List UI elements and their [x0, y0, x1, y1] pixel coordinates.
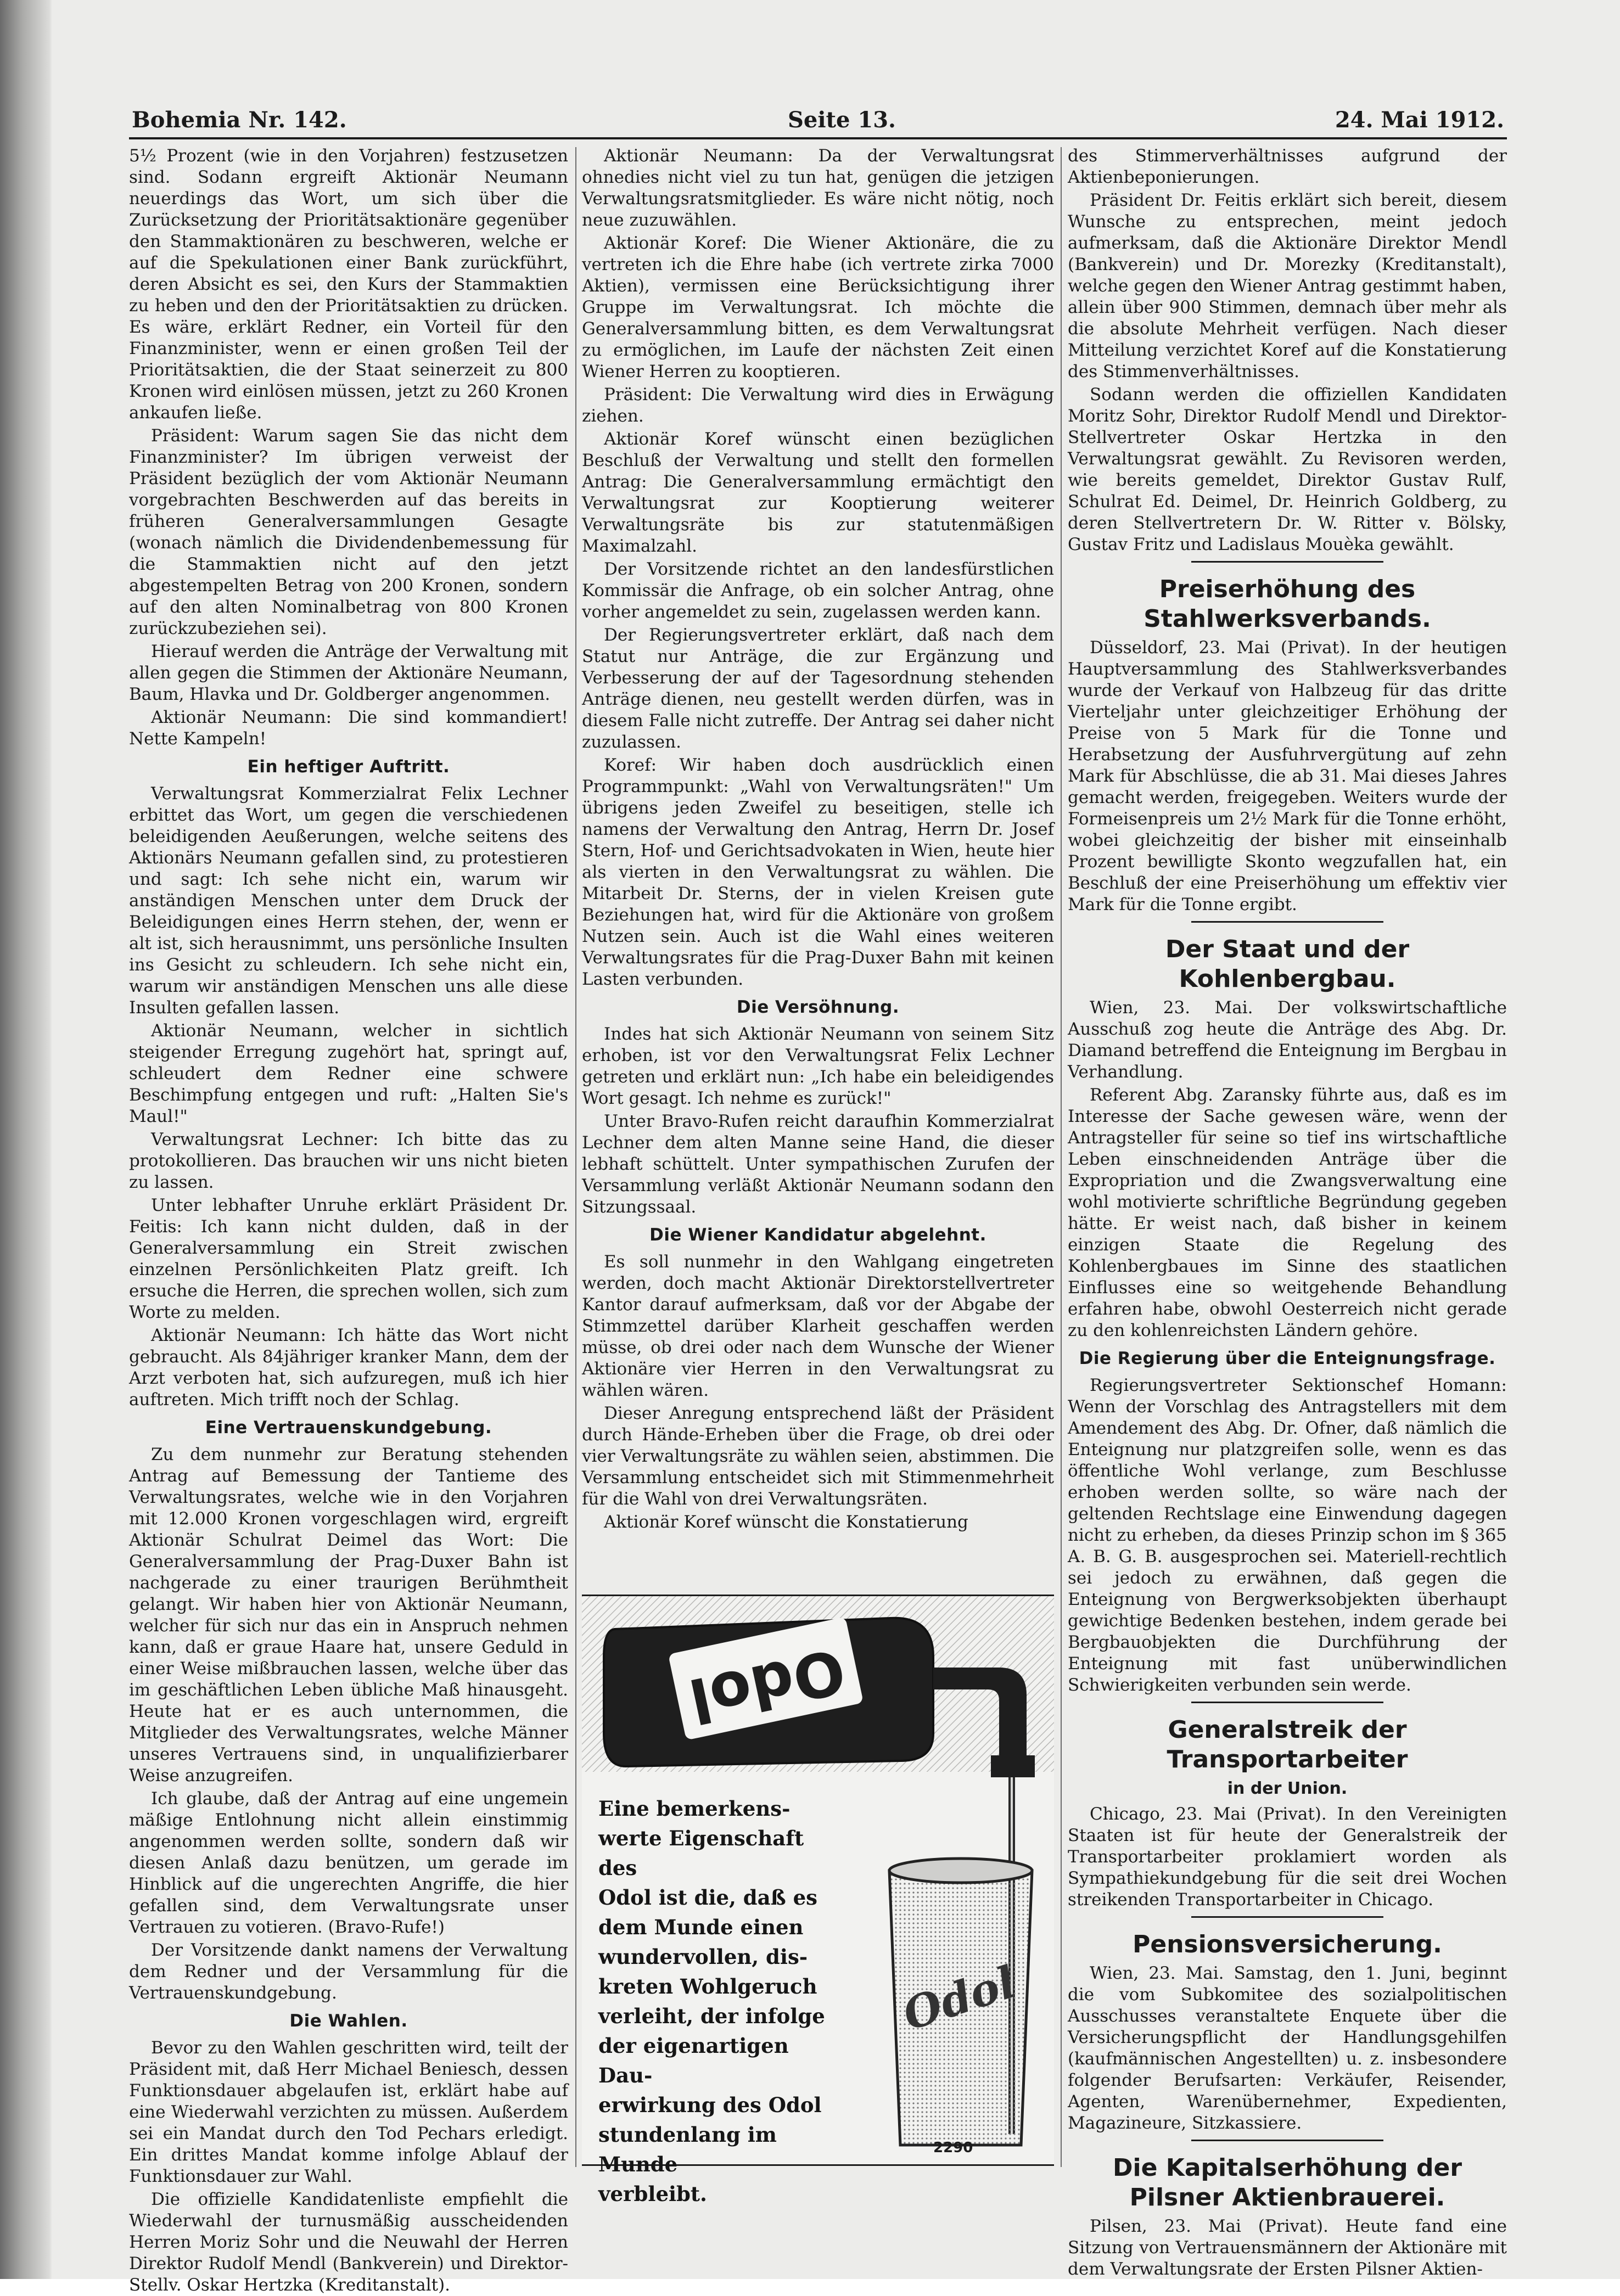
- article-headline: Pensionsversicherung.: [1133, 1930, 1442, 1958]
- odol-ad-copy: [598, 1794, 840, 2209]
- paragraph: Der Vorsitzende dankt namens der Verwaltung dem Redner und der Versammlung für die Vertrauenskundgebung.: [129, 1940, 568, 2003]
- paragraph: 5½ Prozent (wie in den Vorjahren) festzusetzen sind. Sodann ergreift Aktionär Neumann neuerdings das Wort, um sich über die Zurücksetzung der Prioritätsaktionäre gegenüber den Stammaktionären zu beschweren, welche er auf die Spekulationen einer Bank zurückführt, deren Absicht es sei, den Kurs der Stammaktien zu heben und den der Prioritätsaktien zu drücken. Es wäre, erklärt Redner, ein Vorteil für den Finanzminister, wenn er einen großen Teil der Prioritätsaktien, die der Staat seinerzeit zu 800 Kronen wird einlösen müssen, jetzt zu 260 Kronen ankaufen ließe.: [129, 146, 568, 423]
- paragraph: Ich glaube, daß der Antrag auf eine ungemein mäßige Entlohnung nicht allein einstimmig angenommen werden sollte, sondern daß wir diesen Anlaß dazu benützen, um gerade im Hinblick auf die ungerechten Angriffe, die hier gefallen sind, dem Verwaltungsrate unser Vertrauen zu votieren. (Bravo-Rufe!): [129, 1789, 568, 1937]
- paragraph: Dieser Anregung entsprechend läßt der Präsident durch Hände-Erheben über die Frage, ob drei oder vier Verwaltungsräte zu wählen seien, abstimmen. Die Versammlung entscheidet sich mit Stimmenmehrheit für die Wahl von drei Verwaltungsräten.: [582, 1404, 1054, 1509]
- odol-bottle-label: Odol: [683, 1635, 851, 1736]
- column-divider-1: [575, 147, 576, 2167]
- header-date: 24. Mai 1912.: [1335, 107, 1504, 133]
- ad-line: kreten Wohlgeruch: [598, 1974, 817, 1999]
- ad-line: Eine bemerkens-: [598, 1797, 791, 1821]
- article-separator: [1191, 921, 1383, 923]
- article-headline: Generalstreik der Transportarbeiter: [1167, 1716, 1408, 1773]
- column-1: [129, 145, 568, 2295]
- paragraph: Regierungsvertreter Sektionschef Homann: Wenn der Vorschlag des Antragstellers mit dem Amendement des Abg. Dr. Ofner, daß nämlich die Enteignung nur platzgreifen solle, wenn es das öffentliche Wohl verlange, zum Beschlusse erhoben werden sollte, so wäre nach der geltenden Rechtslage eine Einwendung dagegen nicht zu erheben, da dieses Prinzip schon im § 365 A. B. G. B. ausgesprochen sei. Materiell-rechtlich sei jedoch zu erwähnen, daß gegen die Enteignung von Bergwerksobjekten überhaupt gewichtige Bedenken bestehen, indem gerade bei Bergbauobjekten die Durchführung der Enteignung mit fast unüberwindlichen Schwierigkeiten verbunden sein werde.: [1068, 1376, 1507, 1695]
- article-separator: [1191, 561, 1383, 563]
- paragraph: Zu dem nunmehr zur Beratung stehenden Antrag auf Bemessung der Tantieme des Verwaltungsrates, welche wie in den Vorjahren mit 12.000 Kronen vorgeschlagen wird, ergreift Aktionär Schulrat Deimel das Wort: Die Generalversammlung der Prag-Duxer Bahn ist nachgerade zu einer traurigen Berühmtheit gelangt. Wir haben hier von Aktionär Neumann, welcher für sich nur das ein in Anspruch nehmen kann, daß er graue Haare hat, unsere Geduld in einer Weise mißbrauchen lassen, welche über das im geschäftlichen Leben übliche Maß hinausgeht. Heute hat er es auch unternommen, die Mitglieder des Verwaltungsrates, welche Männer unseres Vertrauens sind, in unqualifizierbarer Weise anzugreifen.: [129, 1445, 568, 1786]
- ad-line: der eigenartigen Dau-: [598, 2034, 789, 2087]
- paragraph: Präsident: Die Verwaltung wird dies in Erwägung ziehen.: [582, 385, 1054, 426]
- column-divider-2: [1061, 147, 1062, 2167]
- header-issue: Bohemia Nr. 142.: [132, 107, 347, 133]
- paragraph: Hierauf werden die Anträge der Verwaltung mit allen gegen die Stimmen der Aktionäre Neumann, Baum, Hlavka und Dr. Goldberger angenommen.: [129, 642, 568, 704]
- paragraph: Koref: Wir haben doch ausdrücklich einen Programmpunkt: „Wahl von Verwaltungsräten!" Um übrigens jeden Zweifel zu beseitigen, stelle ich namens der Verwaltung den Antrag, Herrn Dr. Josef Stern, Hof- und Gerichtsadvokaten in Wien, heute hier als vierten in den Verwaltungsrat zu wählen. Die Mitarbeit Dr. Sterns, der in vielen Kreisen gute Beziehungen hat, wird für die Aktionäre von großem Nutzen sein. Auch ist die Wahl eines weiteren Verwaltungsrates für die Prag-Duxer Bahn mit keinen Lasten verbunden.: [582, 755, 1054, 989]
- ad-line: erwirkung des Odol: [598, 2093, 822, 2117]
- header-page-number: Seite 13.: [788, 107, 896, 133]
- paragraph: Aktionär Koref wünscht die Konstatierung: [604, 1512, 968, 1532]
- paragraph: Aktionär Koref: Die Wiener Aktionäre, die zu vertreten ich die Ehre habe (ich vertrete zirka 7000 Aktien), vermissen eine Berücksichtigung ihrer Gruppe im Verwaltungsrat. Ich möchte die Generalversammlung bitten, es dem Verwaltungsrat zu ermöglichen, im Laufe der nächsten Zeit einen Wiener Herren zu kooptieren.: [582, 233, 1054, 381]
- paragraph: Präsident: Warum sagen Sie das nicht dem Finanzminister? Im übrigen verweist der Präsident bezüglich der vom Aktionär Neumann vorgebrachten Beschwerden auf das bereits in früheren Generalversammlungen Gesagte (wonach nämlich die Dividendenbemessung für die Stammaktien nicht auf den jetzt abgestempelten Betrag von 200 Kronen, sondern auf den alten Nominalbetrag von 800 Kronen zurückzubeziehen sei).: [129, 426, 568, 638]
- article-separator: [1191, 2140, 1383, 2141]
- ad-line: verbleibt.: [598, 2182, 707, 2206]
- ad-line: verleiht, der infolge: [598, 2004, 825, 2028]
- paragraph: Unter lebhafter Unruhe erklärt Präsident Dr. Feitis: Ich kann nicht dulden, daß in der Generalversammlung ein Streit zwischen einzelnen Persönlichkeiten Platz greift. Ich ersuche die Herren, die sprechen wollen, sich zum Worte zu melden.: [129, 1195, 568, 1322]
- paragraph: Düsseldorf, 23. Mai (Privat). In der heutigen Hauptversammlung des Stahlwerksverbandes wurde der Verkauf von Halbzeug für das dritte Vierteljahr unter gleichzeitiger Erhöhung der Preise von 5 Mark für die Tonne und Herabsetzung der Ausfuhrvergütung auf zehn Mark für Abschlüsse, die ab 31. Mai dieses Jahres gemacht werden, freigegeben. Weiters wurde der Formeisenpreis um 2½ Mark für die Tonne erhöht, wobei gleichzeitig der bisher mit einseinhalb Prozent bewilligte Skonto wegzufallen hat, ein Beschluß der eine Preiserhöhung um effektiv vier Mark für die Tonne ergibt.: [1068, 638, 1507, 914]
- paragraph: Sodann werden die offiziellen Kandidaten Moritz Sohr, Direktor Rudolf Mendl und Direktor-Stellvertreter Oskar Hertzka in den Verwaltungsrat gewählt. Zu Revisoren werden, wie bereits gemeldet, Direktor Gustav Rulf, Schulrat Ed. Deimel, Dr. Heinrich Goldberg, zu deren Stellvertretern Dr. W. Ritter v. Bölsky, Gustav Fritz und Ladislaus Mouèka gewählt.: [1068, 385, 1507, 554]
- paragraph: Chicago, 23. Mai (Privat). In den Vereinigten Staaten ist für heute der Generalstreik der Transportarbeiter proklamiert worden als Sympathiekundgebung für die seit drei Wochen streikenden Transportarbeiter in Chicago.: [1068, 1804, 1507, 1910]
- paragraph: Der Vorsitzende richtet an den landesfürstlichen Kommissär die Anfrage, ob ein solcher Antrag, ohne vorher angemeldet zu sein, zugelassen werden kann.: [582, 559, 1054, 622]
- article-subheadline: in der Union.: [1227, 1779, 1348, 1798]
- paragraph: des Stimmerverhältnisses aufgrund der Aktienbeponierungen.: [1068, 146, 1507, 187]
- section-heading: Die Wahlen.: [289, 2011, 408, 2031]
- ad-line: werte Eigenschaft des: [598, 1826, 804, 1880]
- section-heading: Ein heftiger Auftritt.: [247, 757, 450, 777]
- paragraph: Aktionär Neumann: Da der Verwaltungsrat ohnedies nicht viel zu tun hat, genügen die jetzigen Verwaltungsratsmitglieder. Es wäre nicht nötig, noch neue zuzuwählen.: [582, 146, 1054, 230]
- odol-advertisement: [582, 1595, 1054, 2206]
- column-3: [1068, 145, 1507, 2279]
- page-binding-edge: [0, 0, 52, 2279]
- paragraph: Aktionär Koref wünscht einen bezüglichen Beschluß der Verwaltung und stellt den formellen Antrag: Die Generalversammlung ermächtigt den Verwaltungsrat zur Kooptierung weiterer Verwaltungsräte bis zur statutenmäßigen Maximalzahl.: [582, 429, 1054, 556]
- paragraph: Aktionär Neumann: Ich hätte das Wort nicht gebraucht. Als 84jähriger kranker Mann, dem der Arzt verboten hat, sich aufzuregen, muß ich hier auftreten. Mich trifft noch der Schlag.: [129, 1326, 568, 1410]
- paragraph: Referent Abg. Zaransky führte aus, daß es im Interesse der Sache gewesen wäre, wenn der Antragsteller für seine so tief ins wirtschaftliche Leben einschneidenden Anträge über die Expropriation und die Zwangsverwaltung eine wohl motivierte schriftliche Begründung gegeben hätte. Er weist nach, daß bisher in keinem einzigen Staate die Regelung des Kohlenbergbaues im Sinne des staatlichen Einflusses eine so weitgehende Behandlung erfahren habe, obwohl Oesterreich nicht gerade zu den kohlenreichsten Ländern gehöre.: [1068, 1085, 1507, 1340]
- article-headline: Die Kapitalserhöhung der Pilsner Aktienbrauerei.: [1112, 2154, 1462, 2211]
- article-separator: [1191, 1916, 1383, 1918]
- ad-line: stundenlang im Munde: [598, 2123, 777, 2176]
- paragraph: Die offizielle Kandidatenliste empfiehlt die Wiederwahl der turnusmäßig ausscheidenden Herren Moriz Sohr und die Neuwahl der Herren Direktor Rudolf Mendl (Bankverein) und Direktor-Stellv. Oskar Hertzka (Kreditanstalt).: [129, 2190, 568, 2295]
- section-heading: Die Versöhnung.: [736, 997, 900, 1017]
- paragraph: Unter Bravo-Rufen reicht daraufhin Kommerzialrat Lechner dem alten Manne seine Hand, die dieser lebhaft schüttelt. Unter sympathischen Zurufen der Versammlung verläßt Aktionär Neumann sodann den Sitzungssaal.: [582, 1111, 1054, 1217]
- paragraph: Aktionär Neumann, welcher in sichtlich steigender Erregung zugehört hat, springt auf, schleudert dem Redner eine schwere Beschimpfung entgegen und ruft: „Halten Sie's Maul!": [129, 1021, 568, 1126]
- section-heading: Eine Vertrauenskundgebung.: [205, 1418, 492, 1438]
- odol-glass-logo: Odol: [896, 1956, 1022, 2041]
- paragraph: Bevor zu den Wahlen geschritten wird, teilt der Präsident mit, daß Herr Michael Beniesch, dessen Funktionsdauer abgelaufen ist, erklärt habe auf eine Wiederwahl verzichten zu müssen. Außerdem sei ein Mandat durch den Tod Pechars erledigt. Ein drittes Mandat komme infolge Ablauf der Funktionsdauer zur Wahl.: [129, 2038, 568, 2186]
- ad-reference-number: 2290: [933, 2140, 973, 2156]
- paragraph: Verwaltungsrat Lechner: Ich bitte das zu protokollieren. Das brauchen wir uns nicht bieten zu lassen.: [129, 1130, 568, 1192]
- paragraph: Präsident Dr. Feitis erklärt sich bereit, diesem Wunsche zu entsprechen, meint jedoch aufmerksam, daß die Aktionäre Direktor Mendl (Bankverein) und Dr. Morezky (Kreditanstalt), welche gegen den Wiener Antrag gestimmt haben, allein über 900 Stimmen, demnach über mehr als die absolute Mehrheit verfügen. Nach dieser Mitteilung verzichtet Koref auf die Konstatierung des Stimmenverhältnisses.: [1068, 190, 1507, 381]
- page-header: [132, 107, 1504, 145]
- paragraph: Verwaltungsrat Kommerzialrat Felix Lechner erbittet das Wort, um gegen die verschiedenen beleidigenden Aeußerungen, welche seitens des Aktionärs Neumann gefallen sind, zu protestieren und sagt: Ich sehe nicht ein, warum wir anständigen Menschen unter dem Druck der Beleidigungen eines Herrn stehen, der, wenn er alt ist, sich herausnimmt, uns persönliche Insulten ins Gesicht zu schleudern. Ich sehe nicht ein, warum wir anständigen Menschen uns alle diese Insulten gefallen lassen.: [129, 784, 568, 1018]
- paragraph: Wien, 23. Mai. Samstag, den 1. Juni, beginnt die vom Subkomitee des sozialpolitischen Ausschusses veranstaltete Enquete über die Versicherungspflicht der Handlungsgehilfen (kaufmännischen Angestellten) u. z. insbesondere folgender Berufsarten: Verkäufer, Reisender, Agenten, Warenübernehmer, Expedienten, Magazineure, Sitzkassiere.: [1068, 1963, 1507, 2133]
- ad-line: dem Munde einen: [598, 1915, 804, 1939]
- ad-line: wundervollen, dis-: [598, 1945, 808, 1969]
- column-2: [582, 145, 1054, 1589]
- article-headline: Preiserhöhung des Stahlwerksverbands.: [1143, 575, 1431, 633]
- paragraph: Aktionär Neumann: Die sind kommandiert! Nette Kampeln!: [129, 708, 568, 749]
- header-rule: [129, 137, 1507, 139]
- paragraph: Der Regierungsvertreter erklärt, daß nach dem Statut nur Anträge, die zur Ergänzung und Verbesserung der auf der Tagesordnung stehenden Anträge dienen, neu gestellt werden dürfen, was in diesem Falle nicht zutreffe. Der Antrag sei daher nicht zuzulassen.: [582, 625, 1054, 752]
- paragraph: Wien, 23. Mai. Der volkswirtschaftliche Ausschuß zog heute die Anträge des Abg. Dr. Diamand betreffend die Enteignung im Bergbau in Verhandlung.: [1068, 998, 1507, 1082]
- section-heading: Die Wiener Kandidatur abgelehnt.: [649, 1225, 986, 1245]
- paragraph: Indes hat sich Aktionär Neumann von seinem Sitz erhoben, ist vor den Verwaltungsrat Felix Lechner getreten und erklärt nun: „Ich habe ein beleidigendes Wort gesagt. Ich nehme es zurück!": [582, 1024, 1054, 1108]
- paragraph: Es soll nunmehr in den Wahlgang eingetreten werden, doch macht Aktionär Direktorstellvertreter Kantor darauf aufmerksam, daß vor der Abgabe der Stimmzettel darüber Klarheit geschaffen werden müsse, ob drei oder nach dem Wunsche der Wiener Aktionäre vier Herren in den Verwaltungsrat zu wählen wären.: [582, 1252, 1054, 1400]
- section-heading: Die Regierung über die Enteignungsfrage.: [1079, 1349, 1496, 1368]
- article-headline: Der Staat und der Kohlenbergbau.: [1165, 935, 1410, 993]
- paragraph: Pilsen, 23. Mai (Privat). Heute fand eine Sitzung von Vertrauensmännern der Aktionäre mit dem Verwaltungsrate der Ersten Pilsner Aktien-: [1068, 2216, 1507, 2279]
- article-separator: [1191, 1702, 1383, 1703]
- ad-line: Odol ist die, daß es: [598, 1885, 818, 1910]
